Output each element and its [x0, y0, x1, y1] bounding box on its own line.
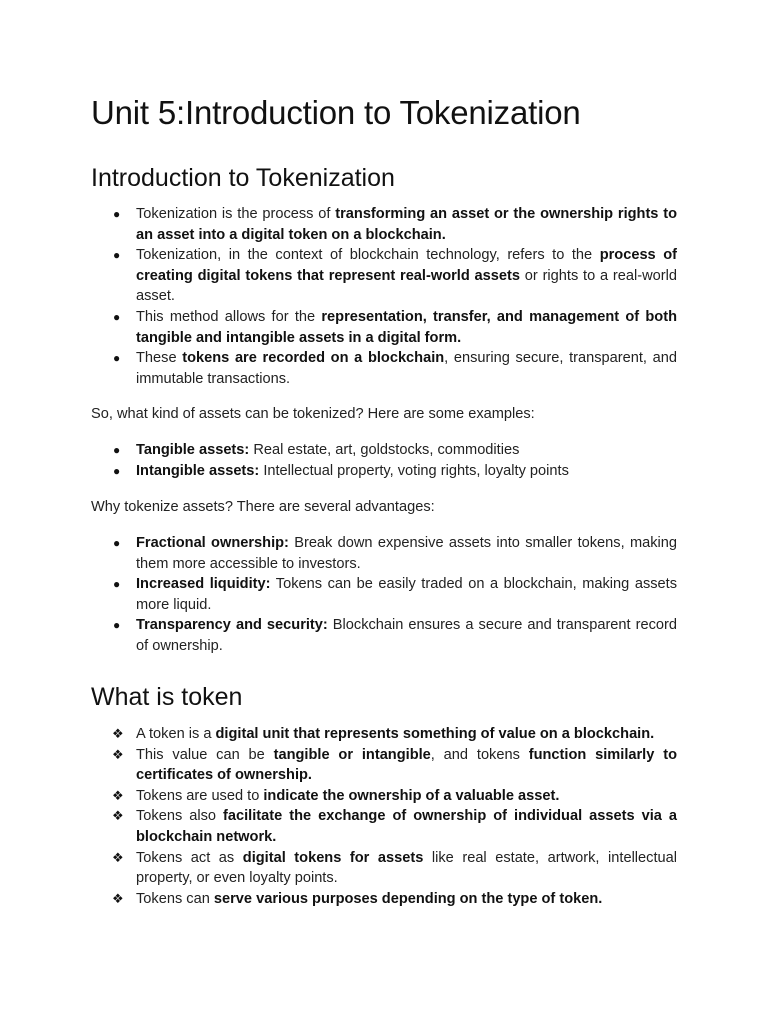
list-item: ❖ A token is a digital unit that represents something of value on a blockchain. [91, 724, 677, 745]
list-item: ● Tokenization, in the context of blockchain technology, refers to the process of creating digital tokens that represent real-world assets or rights to a real-world asset. [113, 247, 677, 305]
bullet-icon: ● [113, 463, 121, 478]
diamond-bullet-icon: ❖ [112, 849, 124, 865]
bullet-icon: ● [113, 443, 121, 457]
intro-bullet-list [91, 204, 677, 389]
list-item: ❖ Tokens act as digital tokens for assets like real estate, artwork, intellectual property, or even loyalty points. [112, 849, 677, 887]
diamond-bullet-icon: ❖ [112, 787, 124, 803]
diamond-bullet-icon: ❖ [112, 890, 124, 906]
list-item: ● Tokenization is the process of transforming an asset or the ownership rights to an asset into a digital token on a blockchain. [113, 206, 678, 243]
bullet-icon: ● [113, 207, 121, 221]
diamond-bullet-icon: ❖ [112, 726, 124, 741]
bullet-icon: ● [113, 536, 121, 550]
list-item: ❖ Tokens also facilitate the exchange of ownership of individual assets via a blockchain network. [112, 808, 677, 845]
section-heading-introduction: Introduction to Tokenization [91, 164, 395, 192]
diamond-bullet-icon: ❖ [112, 746, 124, 762]
diamond-bullet-icon: ❖ [112, 808, 124, 824]
page-title: Unit 5:Introduction to Tokenization [91, 94, 581, 131]
list-item: ❖ Tokens are used to indicate the ownership of a valuable asset. [91, 786, 677, 807]
section-heading-what-is-token: What is token [91, 683, 243, 711]
list-item: ● This method allows for the representation, transfer, and management of both tangible and intangible assets in a digital form. [113, 308, 677, 346]
list-item: ❖ This value can be tangible or intangible, and tokens function similarly to certificates of ownership. [112, 746, 677, 784]
list-item: ● Tangible assets: Real estate, art, goldstocks, commodities [91, 440, 677, 461]
bullet-icon: ● [113, 248, 121, 263]
bullet-icon: ● [113, 577, 121, 592]
bullet-icon: ● [113, 618, 121, 633]
bullet-icon: ● [113, 351, 121, 366]
list-item: ● Intangible assets: Intellectual property, voting rights, loyalty points [91, 461, 677, 482]
advantages-list [91, 533, 677, 657]
list-item: ● Fractional ownership: Break down expensive assets into smaller tokens, making them more accessible to investors. [113, 535, 678, 572]
examples-question: So, what kind of assets can be tokenized? Here are some examples: [91, 406, 535, 422]
token-bullet-list [91, 724, 677, 909]
bullet-icon: ● [113, 309, 121, 324]
list-item: ● These tokens are recorded on a blockchain, ensuring secure, transparent, and immutable transactions. [113, 350, 677, 387]
advantages-question: Why tokenize assets? There are several advantages: [91, 499, 435, 515]
examples-list [91, 440, 677, 481]
list-item: ● Increased liquidity: Tokens can be easily traded on a blockchain, making assets more liquid. [113, 576, 678, 613]
list-item: ❖ Tokens can serve various purposes depending on the type of token. [91, 889, 677, 910]
list-item: ● Transparency and security: Blockchain ensures a secure and transparent record of ownership. [113, 617, 677, 654]
